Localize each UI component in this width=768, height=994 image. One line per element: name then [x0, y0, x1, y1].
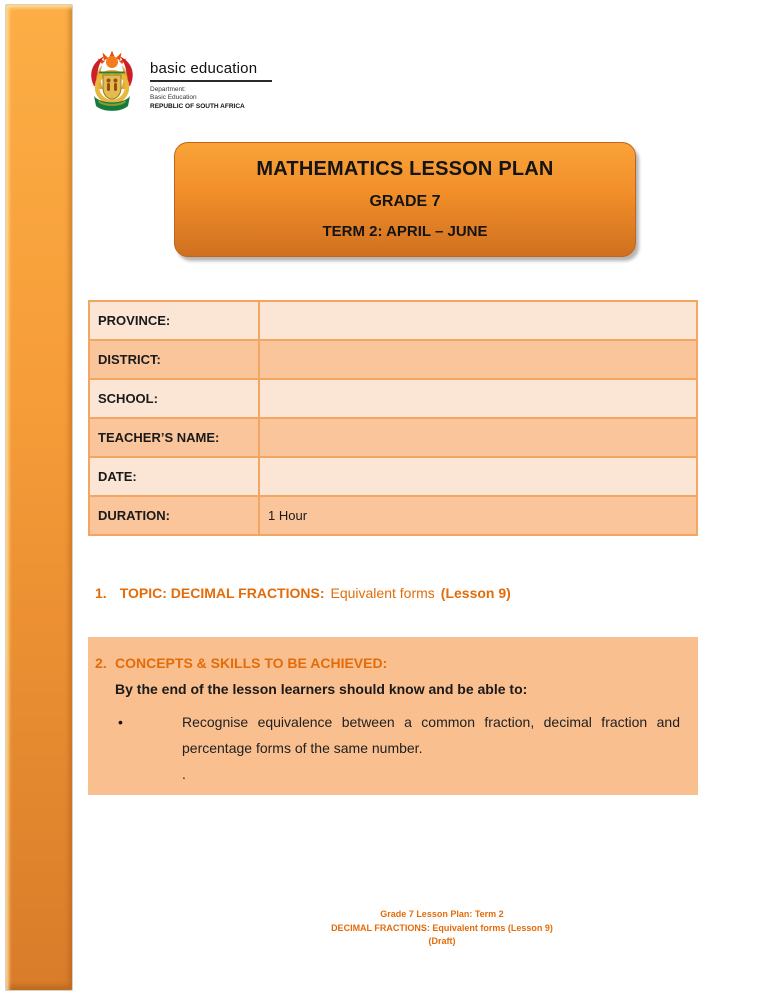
topic-lesson-ref: (Lesson 9) [440, 585, 511, 601]
department-logo [84, 50, 272, 119]
topic-subtitle: Equivalent forms [330, 585, 435, 601]
school-label: SCHOOL: [89, 379, 259, 418]
page-title: MATHEMATICS LESSON PLAN [256, 158, 554, 180]
teacher-name-label: TEACHER’S NAME: [89, 418, 259, 457]
table-row-teacher-name [89, 418, 697, 457]
date-value [259, 457, 697, 496]
school-info-table [88, 300, 698, 536]
date-label: DATE: [89, 457, 259, 496]
footer-line-2: DECIMAL FRACTIONS: Equivalent forms (Lesson 9) [331, 922, 553, 933]
concepts-bullet-item [118, 709, 680, 761]
topic-number: 1. [95, 585, 107, 601]
concepts-heading: CONCEPTS & SKILLS TO BE ACHIEVED: [115, 655, 388, 671]
grade-subtitle: GRADE 7 [369, 193, 441, 210]
coat-of-arms-icon [84, 50, 140, 119]
duration-label: DURATION: [89, 496, 259, 535]
concepts-skills-box [88, 637, 698, 795]
table-row-district [89, 340, 697, 379]
logo-department-label: Department: [150, 86, 186, 93]
footer-line-3: (Draft) [428, 936, 456, 946]
concepts-subheading: By the end of the lesson learners should know and be able to: [115, 681, 528, 697]
concepts-heading-row [95, 650, 680, 676]
district-label: DISTRICT: [89, 340, 259, 379]
logo-country-name: REPUBLIC OF SOUTH AFRICA [150, 103, 245, 110]
left-ribbon-decoration [5, 4, 73, 991]
table-row-duration [89, 496, 697, 535]
term-subtitle: TERM 2: APRIL – JUNE [322, 223, 488, 240]
concepts-number: 2. [95, 655, 107, 671]
page-footer [184, 908, 700, 949]
concepts-bullet-text: Recognise equivalence between a common fraction, decimal fraction and percentage forms of the same number. [182, 714, 680, 756]
bullet-icon: • [118, 714, 123, 730]
table-row-date [89, 457, 697, 496]
lesson-plan-title-box [174, 142, 636, 257]
table-row-school [89, 379, 697, 418]
footer-line-1: Grade 7 Lesson Plan: Term 2 [380, 909, 504, 919]
topic-heading [95, 585, 511, 601]
teacher-name-value [259, 418, 697, 457]
logo-brand-name: basic education [150, 60, 272, 82]
logo-text-block [150, 50, 272, 111]
district-value [259, 340, 697, 379]
concepts-trailing-dot: . [182, 766, 186, 782]
province-label: PROVINCE: [89, 301, 259, 340]
table-row-province [89, 301, 697, 340]
school-value [259, 379, 697, 418]
logo-department-name: Basic Education [150, 94, 197, 101]
topic-heading-bold: TOPIC: DECIMAL FRACTIONS: [119, 585, 325, 601]
province-value [259, 301, 697, 340]
duration-value: 1 Hour [259, 496, 697, 535]
